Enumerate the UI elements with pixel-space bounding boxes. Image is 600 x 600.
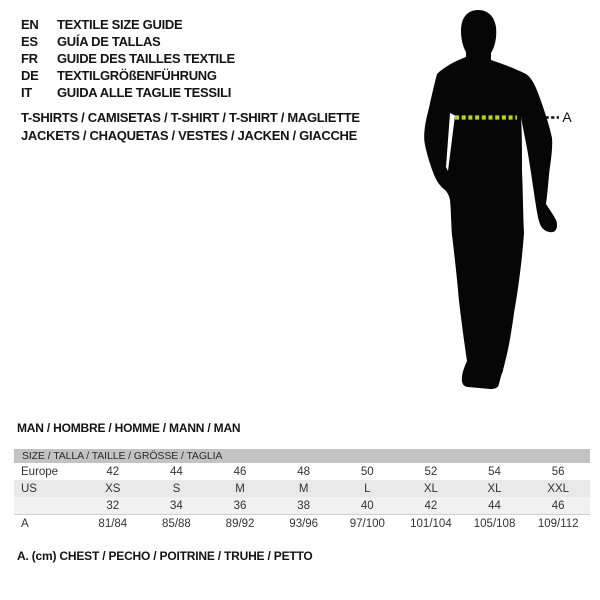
language-row-es <box>21 33 235 50</box>
language-text: TEXTILGRÖßENFÜHRUNG <box>57 68 217 83</box>
size-cell: 52 <box>424 465 438 478</box>
size-cell: 36 <box>233 499 247 512</box>
language-text: TEXTILE SIZE GUIDE <box>57 17 183 32</box>
size-cell: 46 <box>551 499 565 512</box>
language-row-en <box>21 16 235 33</box>
language-code: EN <box>21 17 39 32</box>
man-silhouette-path <box>424 10 557 389</box>
table-row-numeric <box>14 497 590 514</box>
man-silhouette <box>400 3 570 395</box>
size-cell: 46 <box>233 465 247 478</box>
size-cell: 50 <box>360 465 374 478</box>
size-cell: 105/108 <box>473 517 516 530</box>
size-cell: 101/104 <box>410 517 452 530</box>
size-cell: S <box>172 482 181 495</box>
size-cell: 81/84 <box>98 517 128 530</box>
language-row-fr <box>21 50 235 67</box>
size-cell: M <box>235 482 245 495</box>
garment-line-tshirts: T-SHIRTS / CAMISETAS / T-SHIRT / T-SHIRT / MAGLIETTE <box>21 109 360 125</box>
language-code: FR <box>21 51 38 66</box>
language-code: IT <box>21 85 32 100</box>
size-table-header <box>14 449 590 463</box>
row-label: Europe <box>21 465 59 478</box>
language-code: DE <box>21 68 39 83</box>
size-cell: 85/88 <box>162 517 191 530</box>
size-cell: L <box>364 482 371 495</box>
size-cell: 97/100 <box>349 517 385 530</box>
table-row-a <box>14 514 590 532</box>
language-row-it <box>21 84 235 101</box>
size-cell: 54 <box>488 465 501 478</box>
size-cell: 40 <box>360 499 374 512</box>
figure-area <box>400 3 600 395</box>
size-cell: XL <box>423 482 438 495</box>
language-row-de <box>21 67 235 84</box>
language-text: GUÍA DE TALLAS <box>57 34 161 49</box>
language-list <box>21 16 235 101</box>
size-cell: 42 <box>106 465 120 478</box>
size-cell: XL <box>487 482 502 495</box>
size-cell: 56 <box>551 465 565 478</box>
size-table <box>14 449 590 532</box>
size-cell: 38 <box>297 499 311 512</box>
table-row-us <box>14 480 590 497</box>
size-cell: 44 <box>170 465 183 478</box>
size-cell: 44 <box>488 499 501 512</box>
language-code: ES <box>21 34 38 49</box>
size-cell: XXL <box>547 482 570 495</box>
gender-heading: MAN / HOMBRE / HOMME / MANN / MAN <box>17 421 241 435</box>
row-label: US <box>21 482 37 495</box>
language-text: GUIDE DES TAILLES TEXTILE <box>57 51 235 66</box>
size-cell: 34 <box>170 499 183 512</box>
garment-line-jackets: JACKETS / CHAQUETAS / VESTES / JACKEN / GIACCHE <box>21 127 357 143</box>
measurement-footnote: A. (cm) CHEST / PECHO / POITRINE / TRUHE / PETTO <box>17 549 313 563</box>
size-cell: 32 <box>106 499 120 512</box>
language-text: GUIDA ALLE TAGLIE TESSILI <box>57 85 232 100</box>
size-cell: 42 <box>424 499 438 512</box>
table-row-europe <box>14 463 590 480</box>
size-cell: 89/92 <box>225 517 255 530</box>
size-cell: 48 <box>297 465 311 478</box>
size-cell: XS <box>105 482 121 495</box>
garment-types <box>21 108 360 144</box>
size-cell: 109/112 <box>537 517 579 530</box>
size-cell: 93/96 <box>289 517 319 530</box>
measurement-label-a: A <box>562 109 572 125</box>
size-cell: M <box>298 482 309 495</box>
row-label: A <box>21 517 29 530</box>
size-table-header-text: SIZE / TALLA / TAILLE / GRÖSSE / TAGLIA <box>22 450 223 462</box>
